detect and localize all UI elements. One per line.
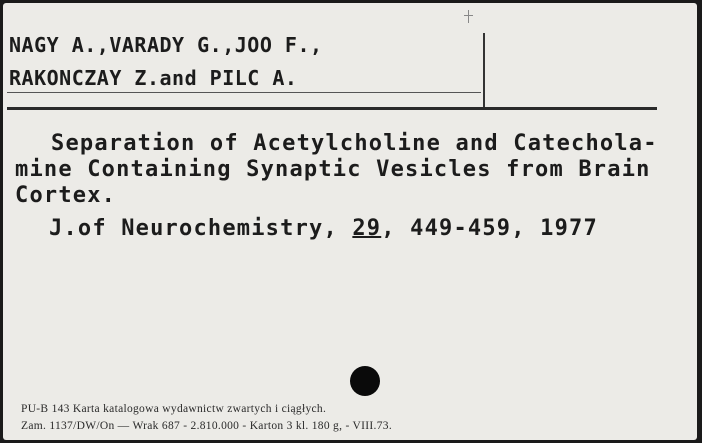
title-line-3: Cortex. <box>15 183 117 208</box>
corner-tick-mark-horizontal <box>464 15 473 16</box>
header-vertical-rule <box>483 33 485 110</box>
footer-line-1: PU-B 143 Karta katalogowa wydawnictw zwartych i ciągłych. <box>21 403 327 415</box>
authors-line-2: RAKONCZAY Z.and PILC A. <box>9 66 298 90</box>
footer-line-2: Zam. 1137/DW/On — Wrak 687 - 2.810.000 - Karton 3 kl. 180 g, - VIII.73. <box>21 420 392 432</box>
citation-line <box>49 216 598 241</box>
authors-line-1: NAGY A.,VARADY G.,JOO F., <box>9 33 323 57</box>
title-line-1: Separation of Acetylcholine and Catechola- <box>51 131 658 156</box>
corner-tick-mark <box>468 10 469 23</box>
header-horizontal-rule <box>7 107 657 110</box>
catalog-card <box>3 3 697 440</box>
journal-volume: 29 <box>352 216 382 241</box>
punch-hole <box>350 366 380 396</box>
title-line-2: mine Containing Synaptic Vesicles from Brain <box>15 157 651 182</box>
journal-pages-year: , 449-459, 1977 <box>381 216 598 241</box>
author-separator-line <box>7 92 481 93</box>
journal-name: J.of Neurochemistry, <box>49 216 338 241</box>
